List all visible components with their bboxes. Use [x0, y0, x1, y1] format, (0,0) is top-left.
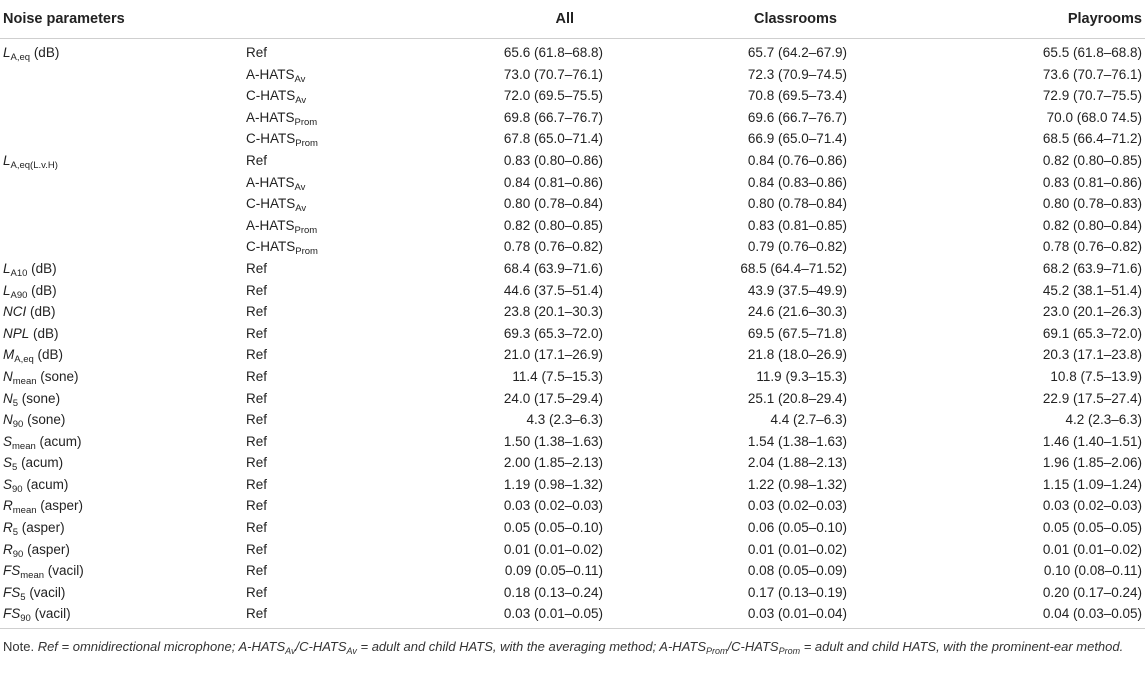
parameter-unit: (vacil) [25, 584, 66, 600]
parameter-symbol: FS [3, 584, 21, 600]
parameter-subscript: mean [12, 505, 37, 517]
method-label: Ref [246, 260, 268, 276]
playrooms-value-cell: 70.0 (68.0 74.5) [1046, 109, 1142, 125]
method-label: A-HATS [246, 217, 295, 233]
all-value-cell: 72.0 (69.5–75.5) [503, 88, 603, 104]
parameter-subscript: 5 [12, 397, 19, 409]
classrooms-value-cell: 0.06 (0.05–0.10) [747, 520, 847, 536]
parameter-symbol: NPL [3, 325, 30, 341]
parameter-cell [0, 107, 243, 129]
method-cell [243, 236, 433, 258]
method-cell [243, 323, 433, 345]
method-cell [243, 452, 433, 474]
parameter-unit: (dB) [27, 282, 57, 298]
parameter-subscript: 5 [12, 462, 18, 474]
table-row [0, 582, 1145, 604]
method-label: Ref [246, 433, 268, 449]
playrooms-value-cell: 10.8 (7.5–13.9) [1050, 368, 1142, 384]
playrooms-value-cell: 4.2 (2.3–6.3) [1065, 412, 1142, 428]
all-value-cell: 0.78 (0.76–0.82) [503, 239, 603, 255]
parameter-symbol: S [3, 455, 13, 471]
header-noise-parameters: Noise parameters [0, 0, 243, 39]
parameter-cell [0, 39, 243, 64]
method-label: C-HATS [246, 131, 296, 147]
parameter-subscript: 90 [12, 483, 23, 495]
parameter-subscript: mean [12, 375, 37, 387]
all-value-cell: 0.18 (0.13–0.24) [503, 584, 603, 600]
method-cell [243, 582, 433, 604]
parameter-cell [0, 582, 243, 604]
parameter-subscript: 5 [20, 591, 26, 603]
playrooms-value-cell: 0.78 (0.76–0.82) [1042, 239, 1142, 255]
method-label: A-HATS [246, 66, 295, 82]
table-row [0, 323, 1145, 345]
table-row [0, 474, 1145, 496]
method-label: Ref [246, 304, 268, 320]
all-value-cell: 1.50 (1.38–1.63) [503, 433, 603, 449]
playrooms-value-cell: 0.80 (0.78–0.83) [1042, 196, 1142, 212]
playrooms-value-cell: 68.5 (66.4–71.2) [1042, 131, 1142, 147]
table-row [0, 64, 1145, 86]
all-value-cell: 73.0 (70.7–76.1) [503, 66, 603, 82]
method-label: Ref [246, 455, 268, 471]
parameter-subscript: 90 [12, 419, 24, 431]
table-row [0, 560, 1145, 582]
note-subscript: Prom [706, 646, 728, 656]
classrooms-value-cell: 0.79 (0.76–0.82) [747, 239, 847, 255]
parameter-cell [0, 128, 243, 150]
method-label: C-HATS [246, 88, 296, 104]
parameter-symbol: R [3, 498, 13, 514]
table-row [0, 193, 1145, 215]
parameter-unit: (asper) [23, 541, 70, 557]
all-value-cell: 68.4 (63.9–71.6) [503, 260, 603, 276]
method-subscript: Av [294, 181, 306, 193]
method-cell [243, 150, 433, 172]
parameter-subscript: 90 [20, 613, 31, 625]
all-value-cell: 21.0 (17.1–26.9) [503, 347, 603, 363]
playrooms-value-cell: 22.9 (17.5–27.4) [1042, 390, 1142, 406]
method-label: Ref [246, 563, 268, 579]
table-row [0, 128, 1145, 150]
parameter-subscript: 90 [12, 548, 24, 560]
playrooms-value-cell: 0.05 (0.05–0.05) [1042, 520, 1142, 536]
method-cell [243, 193, 433, 215]
parameter-unit: (sone) [23, 412, 66, 428]
table-row [0, 236, 1145, 258]
playrooms-value-cell: 68.2 (63.9–71.6) [1042, 260, 1142, 276]
parameter-symbol: N [3, 368, 13, 384]
parameter-unit: (vacil) [44, 563, 84, 579]
playrooms-value-cell: 1.15 (1.09–1.24) [1042, 476, 1142, 492]
classrooms-value-cell: 11.9 (9.3–15.3) [756, 368, 847, 384]
method-cell [243, 39, 433, 64]
all-value-cell: 44.6 (37.5–51.4) [503, 282, 603, 298]
method-label: A-HATS [246, 109, 295, 125]
all-value-cell: 0.84 (0.81–0.86) [503, 174, 603, 190]
table-row [0, 258, 1145, 280]
classrooms-value-cell: 69.5 (67.5–71.8) [747, 325, 847, 341]
parameter-cell [0, 388, 243, 410]
playrooms-value-cell: 0.01 (0.01–0.02) [1042, 541, 1142, 557]
table-note [3, 637, 1138, 657]
all-value-cell: 1.19 (0.98–1.32) [503, 476, 603, 492]
classrooms-value-cell: 69.6 (66.7–76.7) [747, 109, 847, 125]
playrooms-value-cell: 1.96 (1.85–2.06) [1042, 455, 1142, 471]
method-label: Ref [246, 347, 268, 363]
classrooms-value-cell: 1.22 (0.98–1.32) [747, 476, 847, 492]
playrooms-value-cell: 0.03 (0.02–0.03) [1042, 498, 1142, 514]
all-value-cell: 0.05 (0.05–0.10) [503, 520, 603, 536]
parameter-symbol: R [3, 541, 13, 557]
table-row [0, 517, 1145, 539]
parameter-unit: (vacil) [30, 606, 71, 622]
method-label: A-HATS [246, 174, 295, 190]
parameter-cell [0, 64, 243, 86]
table-row [0, 431, 1145, 453]
parameter-unit: (dB) [30, 45, 60, 60]
parameter-symbol: FS [3, 563, 21, 579]
method-cell [243, 128, 433, 150]
parameter-subscript: mean [12, 440, 36, 452]
parameter-cell [0, 280, 243, 302]
classrooms-value-cell: 66.9 (65.0–71.4) [747, 131, 847, 147]
parameter-cell [0, 258, 243, 280]
table-row [0, 215, 1145, 237]
playrooms-value-cell: 0.04 (0.03–0.05) [875, 603, 1145, 628]
parameter-cell [0, 431, 243, 453]
method-label: Ref [246, 412, 268, 428]
note-subscript: Av [285, 646, 296, 656]
table-row [0, 495, 1145, 517]
table-row [0, 409, 1145, 431]
parameter-cell [0, 150, 243, 172]
table-row [0, 150, 1145, 172]
parameter-cell [0, 172, 243, 194]
method-cell [243, 539, 433, 561]
classrooms-value-cell: 21.8 (18.0–26.9) [747, 347, 847, 363]
method-cell [243, 64, 433, 86]
classrooms-value-cell: 43.9 (37.5–49.9) [747, 282, 847, 298]
playrooms-value-cell: 23.0 (20.1–26.3) [1042, 304, 1142, 320]
parameter-unit: (sone) [18, 390, 61, 406]
parameter-cell [0, 517, 243, 539]
method-label: Ref [246, 520, 268, 536]
parameter-symbol: L [3, 45, 11, 60]
all-value-cell: 0.01 (0.01–0.02) [503, 541, 603, 557]
playrooms-value-cell: 1.46 (1.40–1.51) [1042, 433, 1142, 449]
parameter-cell [0, 603, 243, 628]
classrooms-value-cell: 24.6 (21.6–30.3) [747, 304, 847, 320]
method-cell [243, 409, 433, 431]
classrooms-value-cell: 0.01 (0.01–0.02) [747, 541, 847, 557]
parameter-subscript: A10 [10, 267, 28, 279]
classrooms-value-cell: 0.83 (0.81–0.85) [747, 217, 847, 233]
all-value-cell: 69.3 (65.3–72.0) [503, 325, 603, 341]
parameter-cell [0, 452, 243, 474]
parameter-subscript: 5 [12, 527, 19, 539]
playrooms-value-cell: 20.3 (17.1–23.8) [1042, 347, 1142, 363]
table-row [0, 344, 1145, 366]
playrooms-value-cell: 0.10 (0.08–0.11) [1043, 563, 1142, 579]
parameter-symbol: NCI [3, 304, 27, 320]
playrooms-value-cell: 0.20 (0.17–0.24) [1042, 584, 1142, 600]
table-header-row [0, 0, 1145, 39]
parameter-cell [0, 366, 243, 388]
parameter-cell [0, 323, 243, 345]
method-cell [243, 517, 433, 539]
parameter-cell [0, 344, 243, 366]
classrooms-value-cell: 0.08 (0.05–0.09) [747, 563, 847, 579]
playrooms-value-cell: 73.6 (70.7–76.1) [1042, 66, 1142, 82]
method-label: C-HATS [246, 239, 296, 255]
all-value-cell: 0.03 (0.02–0.03) [503, 498, 603, 514]
method-cell [243, 215, 433, 237]
method-subscript: Prom [295, 246, 318, 258]
parameter-symbol: L [3, 282, 11, 298]
classrooms-value-cell: 65.7 (64.2–67.9) [747, 45, 847, 60]
playrooms-value-cell: 0.82 (0.80–0.84) [1042, 217, 1142, 233]
method-label: Ref [246, 606, 268, 622]
parameter-subscript: A,eq [14, 354, 34, 366]
classrooms-value-cell: 0.84 (0.76–0.86) [747, 152, 847, 168]
note-subscript: Av [346, 646, 357, 656]
note-text: = adult and child HATS, with the prominent-ear method. [800, 639, 1124, 654]
method-subscript: Av [295, 95, 307, 107]
parameter-subscript: A,eq(L.v.H) [10, 159, 58, 171]
note-text: /C-HATS [295, 639, 347, 654]
parameter-unit: (acum) [35, 433, 82, 449]
classrooms-value-cell: 0.03 (0.02–0.03) [747, 498, 847, 514]
classrooms-value-cell: 0.03 (0.01–0.04) [605, 603, 875, 628]
method-label: Ref [246, 152, 268, 168]
method-label: Ref [246, 476, 268, 492]
all-value-cell: 24.0 (17.5–29.4) [503, 390, 603, 406]
all-value-cell: 0.03 (0.01–0.05) [433, 603, 605, 628]
playrooms-value-cell: 0.82 (0.80–0.85) [1042, 152, 1142, 168]
parameter-cell [0, 409, 243, 431]
classrooms-value-cell: 2.04 (1.88–2.13) [747, 455, 847, 471]
parameter-symbol: S [3, 476, 13, 492]
parameter-symbol: R [3, 520, 13, 536]
method-cell [243, 474, 433, 496]
parameter-symbol: N [3, 390, 13, 406]
method-subscript: Prom [295, 138, 318, 150]
parameter-subscript: mean [20, 570, 45, 582]
all-value-cell: 4.3 (2.3–6.3) [526, 412, 603, 428]
all-value-cell: 69.8 (66.7–76.7) [503, 109, 603, 125]
all-value-cell: 23.8 (20.1–30.3) [503, 304, 603, 320]
playrooms-value-cell: 65.5 (61.8–68.8) [1042, 45, 1142, 60]
header-classrooms: Classrooms [605, 0, 875, 39]
all-value-cell: 2.00 (1.85–2.13) [503, 455, 603, 471]
header-playrooms: Playrooms [875, 0, 1145, 39]
table-row [0, 301, 1145, 323]
method-label: Ref [246, 45, 268, 60]
classrooms-value-cell: 0.84 (0.83–0.86) [747, 174, 847, 190]
method-cell [243, 388, 433, 410]
table-row [0, 39, 1145, 64]
method-label: C-HATS [246, 196, 296, 212]
parameter-cell [0, 560, 243, 582]
method-subscript: Prom [294, 224, 318, 236]
table-body [0, 39, 1145, 629]
parameter-subscript: A90 [10, 289, 28, 301]
method-label: Ref [246, 584, 268, 600]
all-value-cell: 11.4 (7.5–15.3) [512, 368, 603, 384]
method-label: Ref [246, 390, 268, 406]
method-subscript: Prom [294, 116, 318, 128]
parameter-cell [0, 215, 243, 237]
all-value-cell: 0.09 (0.05–0.11) [504, 563, 603, 579]
parameter-subscript: A,eq [10, 52, 31, 63]
parameter-unit: (asper) [18, 520, 65, 536]
table-row [0, 388, 1145, 410]
parameter-symbol: L [3, 260, 11, 276]
playrooms-value-cell: 45.2 (38.1–51.4) [1042, 282, 1142, 298]
table-row [0, 366, 1145, 388]
classrooms-value-cell: 0.80 (0.78–0.84) [747, 196, 847, 212]
method-label: Ref [246, 498, 268, 514]
method-cell [243, 344, 433, 366]
classrooms-value-cell: 72.3 (70.9–74.5) [747, 66, 847, 82]
table-row [0, 603, 1145, 628]
table-row [0, 539, 1145, 561]
all-value-cell: 67.8 (65.0–71.4) [503, 131, 603, 147]
parameter-cell [0, 495, 243, 517]
classrooms-value-cell: 68.5 (64.4–71.52) [740, 260, 847, 276]
method-cell [243, 280, 433, 302]
parameter-unit: (sone) [36, 368, 79, 384]
note-text: = omnidirectional microphone; A-HATS [57, 639, 286, 654]
parameter-unit: (acum) [17, 455, 64, 471]
method-cell [243, 560, 433, 582]
method-cell [243, 603, 433, 628]
note-prefix: Note. [3, 639, 38, 654]
method-cell [243, 301, 433, 323]
parameter-cell [0, 193, 243, 215]
parameter-unit: (dB) [27, 260, 57, 276]
parameter-cell [0, 539, 243, 561]
table-row [0, 280, 1145, 302]
all-value-cell: 65.6 (61.8–68.8) [503, 45, 603, 60]
parameter-symbol: FS [3, 606, 21, 622]
parameter-cell [0, 474, 243, 496]
parameter-unit: (dB) [26, 304, 56, 320]
method-cell [243, 431, 433, 453]
all-value-cell: 0.82 (0.80–0.85) [503, 217, 603, 233]
all-value-cell: 0.83 (0.80–0.86) [503, 152, 603, 168]
method-cell [243, 85, 433, 107]
parameter-unit: (acum) [22, 476, 69, 492]
all-value-cell: 0.80 (0.78–0.84) [503, 196, 603, 212]
method-cell [243, 107, 433, 129]
method-cell [243, 495, 433, 517]
note-text: = adult and child HATS, with the averaging method; A-HATS [356, 639, 707, 654]
note-text: Ref [37, 639, 58, 654]
table-row [0, 172, 1145, 194]
classrooms-value-cell: 0.17 (0.13–0.19) [747, 584, 847, 600]
classrooms-value-cell: 25.1 (20.8–29.4) [747, 390, 847, 406]
note-text: /C-HATS [727, 639, 779, 654]
parameter-symbol: S [3, 433, 13, 449]
method-cell [243, 258, 433, 280]
parameter-unit: (asper) [36, 498, 84, 514]
method-cell [243, 366, 433, 388]
method-label: Ref [246, 541, 268, 557]
classrooms-value-cell: 1.54 (1.38–1.63) [747, 433, 847, 449]
table-row [0, 107, 1145, 129]
table-row [0, 452, 1145, 474]
playrooms-value-cell: 72.9 (70.7–75.5) [1042, 88, 1142, 104]
method-cell [243, 172, 433, 194]
parameter-unit: (dB) [29, 325, 59, 341]
method-label: Ref [246, 325, 268, 341]
parameter-symbol: N [3, 412, 13, 428]
parameter-cell [0, 301, 243, 323]
method-subscript: Av [295, 203, 307, 215]
parameter-symbol: L [3, 152, 11, 168]
parameter-cell [0, 85, 243, 107]
method-subscript: Av [294, 73, 306, 85]
method-label: Ref [246, 368, 268, 384]
classrooms-value-cell: 70.8 (69.5–73.4) [747, 88, 847, 104]
table-row [0, 85, 1145, 107]
playrooms-value-cell: 69.1 (65.3–72.0) [1042, 325, 1142, 341]
parameter-symbol: M [3, 347, 15, 363]
header-all: All [433, 0, 605, 39]
note-subscript: Prom [778, 646, 801, 656]
method-label: Ref [246, 282, 268, 298]
header-method [243, 0, 433, 39]
parameter-cell [0, 236, 243, 258]
playrooms-value-cell: 0.83 (0.81–0.86) [1042, 174, 1142, 190]
classrooms-value-cell: 4.4 (2.7–6.3) [770, 412, 847, 428]
parameter-unit: (dB) [33, 347, 64, 363]
